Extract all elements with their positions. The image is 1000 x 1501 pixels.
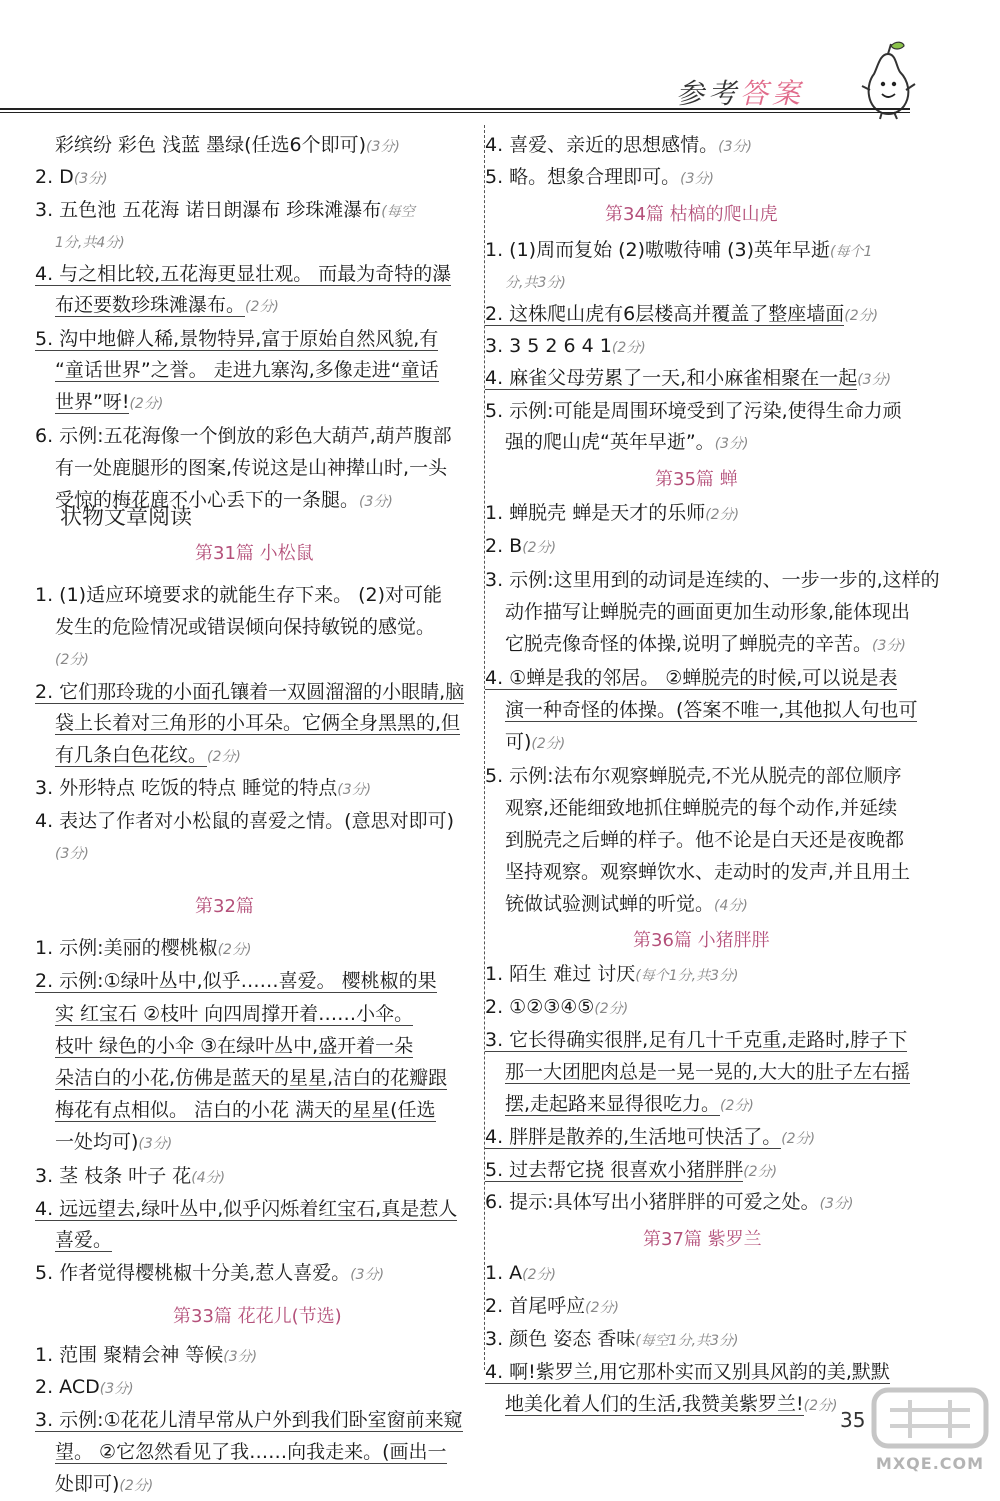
section-heading: 第34篇 枯槁的爬山虎	[605, 204, 778, 225]
answer-text: 2. ACD	[35, 1376, 100, 1398]
page-number: 35	[840, 1408, 866, 1432]
points-note: (2分)	[119, 1478, 154, 1494]
answer-line	[485, 363, 891, 395]
answer-line	[55, 1469, 153, 1501]
answer-line	[505, 266, 566, 298]
answer-text: 2. B	[485, 535, 523, 557]
points-note: (每空	[381, 204, 415, 220]
answer-line	[55, 1095, 436, 1125]
answer-text: 地美化着人们的生活,我赞美紫罗兰!	[505, 1393, 804, 1415]
answer-line	[505, 727, 565, 759]
answer-text: 2. 首尾呼应	[485, 1295, 586, 1317]
answer-text: 5. 示例:法布尔观察蝉脱壳,不光从脱壳的部位顺序	[485, 765, 902, 787]
answer-text: 强的爬山虎“英年早逝”。	[505, 431, 715, 453]
points-note: (2分)	[522, 540, 557, 556]
answer-text: 枝叶 绿色的小伞 ③在绿叶丛中,盛开着一朵	[55, 1035, 414, 1057]
answer-line	[35, 1161, 225, 1193]
answer-text: 5. 过去帮它挠 很喜欢小猪胖胖	[485, 1159, 744, 1181]
answer-line	[485, 1122, 815, 1154]
points-note: (2分)	[217, 942, 252, 958]
answer-line	[505, 1089, 754, 1121]
category-heading: 状物文章阅读	[60, 505, 193, 530]
answer-text: 1. A	[485, 1262, 523, 1284]
answer-text: 2. ①②③④⑤	[485, 996, 595, 1018]
answer-text: 5. 作者觉得樱桃椒十分美,惹人喜爱。	[35, 1262, 351, 1284]
answer-line	[485, 992, 628, 1024]
page-header	[0, 0, 1000, 125]
answer-text: 它脱壳像奇怪的体操,说明了蝉脱壳的辛苦。	[505, 633, 873, 655]
answer-line	[485, 1187, 853, 1219]
answer-text: 铳做试验测试蝉的听觉。	[505, 893, 715, 915]
answer-text: 4. 与之相比较,五花海更显壮观。 而最为奇特的瀑	[35, 263, 452, 285]
answer-line	[55, 453, 447, 483]
answer-text: 3. 颜色 姿态 香味	[485, 1328, 636, 1350]
answer-text: 2. 这株爬山虎有6层楼高并覆盖了整座墙面	[485, 303, 845, 325]
answer-line	[35, 195, 415, 227]
points-note: (2分)	[611, 340, 646, 356]
points-note: (每个1	[830, 244, 873, 260]
points-note: (2分)	[522, 1267, 557, 1283]
points-note: (3分)	[55, 846, 89, 862]
answer-line	[55, 612, 435, 642]
answer-line	[485, 235, 872, 267]
answer-text: 1. 范围 聚精会神 等候	[35, 1344, 224, 1366]
answer-line	[505, 857, 910, 887]
answer-line	[35, 773, 371, 805]
answer-text: 1. (1)适应环境要求的就能生存下来。 (2)对可能	[35, 584, 443, 606]
answer-line	[55, 387, 163, 419]
points-note: (3分)	[872, 638, 906, 654]
points-note: (3分)	[819, 1196, 854, 1212]
points-note: (2分)	[743, 1164, 778, 1180]
answer-text: 可)	[505, 731, 532, 753]
answer-text: 世界”呀!	[55, 391, 130, 413]
points-note: (2分)	[781, 1131, 816, 1147]
answer-line	[485, 761, 902, 791]
answer-line	[55, 290, 279, 322]
points-note: (2分)	[844, 308, 879, 324]
answer-text: 喜爱。	[55, 1229, 113, 1251]
answer-line	[55, 837, 89, 869]
answer-line	[55, 1031, 413, 1061]
answer-text: 3. 示例:这里用到的动词是连续的、一步一步的,这样的	[485, 569, 940, 591]
points-note: (2分)	[129, 396, 164, 412]
answer-text: 坚持观察。观察蝉饮水、走动时的发声,并且用土	[505, 861, 911, 883]
answer-line	[485, 663, 897, 693]
points-note: (2分)	[55, 652, 89, 668]
answer-line	[505, 1389, 838, 1421]
header-rule-thin	[0, 112, 910, 113]
points-note: (4分)	[714, 898, 748, 914]
answer-line	[35, 806, 454, 836]
answer-text: 袋上长着对三角形的小耳朵。它俩全身黑黑的,但	[55, 712, 461, 734]
answer-line	[55, 130, 400, 162]
answer-text: 4. 表达了作者对小松鼠的喜爱之情。(意思对即可)	[35, 810, 454, 832]
answer-text: 朵洁白的小花,仿佛是蓝天的星星,洁白的花瓣跟	[55, 1067, 448, 1089]
answer-text: 6. 示例:五花海像一个倒放的彩色大葫芦,葫芦腹部	[35, 425, 452, 447]
answer-line	[55, 1437, 447, 1467]
answer-text: 3. 示例:①花花儿清早常从户外到我们卧室窗前来窥	[35, 1409, 463, 1431]
answer-text: 1. 陌生 难过 讨厌	[485, 963, 636, 985]
answer-line	[35, 1194, 457, 1224]
answer-text: 2. 示例:①绿叶丛中,似乎……喜爱。 樱桃椒的果	[35, 970, 437, 992]
watermark-text: MXQE.COM	[875, 1454, 985, 1473]
answer-text: 1. 示例:美丽的樱桃椒	[35, 937, 218, 959]
points-note: (2分)	[207, 749, 241, 765]
answer-text: 2. 它们那玲珑的小面孔镶着一双圆溜溜的小眼睛,脑	[35, 681, 465, 703]
answer-line	[55, 1127, 172, 1159]
answer-line	[35, 933, 251, 965]
answer-line	[35, 1372, 134, 1404]
answer-text: 4. 麻雀父母劳累了一天,和小麻雀相聚在一起	[485, 367, 858, 389]
answer-text: 4. 胖胖是散养的,生活地可快活了。	[485, 1126, 782, 1148]
points-note: (3分)	[714, 436, 749, 452]
points-note: (3分)	[350, 1267, 385, 1283]
answer-text: 5. 略。想象合理即可。	[485, 166, 681, 188]
answer-text: “童话世界”之誉。 走进九寨沟,多像走进“童话	[55, 359, 439, 381]
section-heading: 第36篇 小猪胖胖	[633, 930, 770, 951]
answer-text: 4. 啊!紫罗兰,用它那朴实而又别具风韵的美,默默	[485, 1361, 890, 1383]
answer-text: 有一处鹿腿形的图案,传说这是山神撵山时,一头	[55, 457, 448, 479]
section-heading: 第35篇 蝉	[655, 469, 738, 490]
answer-line	[505, 597, 910, 627]
answer-line	[485, 959, 738, 991]
section-heading: 第33篇 花花儿(节选)	[173, 1306, 342, 1327]
points-note: (3分)	[359, 494, 393, 510]
answer-line	[55, 740, 241, 772]
answer-text: 5. 沟中地僻人稀,景物特异,富于原始自然风貌,有	[35, 328, 439, 350]
points-note: (2分)	[594, 1001, 629, 1017]
section-heading: 第31篇 小松鼠	[195, 543, 314, 564]
answer-line	[55, 643, 89, 675]
answer-line	[505, 629, 906, 661]
header-title	[676, 72, 804, 112]
answer-text: 5. 示例:可能是周围环境受到了污染,使得生命力顽	[485, 400, 902, 422]
answer-line	[35, 162, 108, 194]
points-note: (2分)	[705, 507, 740, 523]
header-title-part2: 答案	[740, 77, 805, 110]
answer-text: 3. 茎 枝条 叶子 花	[35, 1165, 192, 1187]
answer-text: 实 红宝石 ②枝叶 向四周撑开着……小伞。	[55, 1003, 414, 1025]
answer-text: 1. (1)周而复始 (2)嗷嗷待哺 (3)英年早逝	[485, 239, 830, 261]
watermark-logo	[870, 1382, 990, 1477]
answer-line	[55, 999, 413, 1029]
points-note: (2分)	[245, 299, 279, 315]
answer-line	[485, 1324, 738, 1356]
answer-line	[55, 355, 439, 385]
points-note: (3分)	[857, 372, 892, 388]
answer-line	[35, 580, 442, 610]
answer-text: 6. 提示:具体写出小猪胖胖的可爱之处。	[485, 1191, 820, 1213]
answer-line	[35, 1340, 257, 1372]
answer-line	[485, 162, 714, 194]
points-note: 分,共3分)	[505, 275, 566, 291]
points-note: (3分)	[680, 171, 715, 187]
answer-text: 3. 3 5 2 6 4 1	[485, 335, 612, 357]
section-heading: 第37篇 紫罗兰	[643, 1229, 762, 1250]
answer-line	[485, 531, 556, 563]
answer-text: 2. D	[35, 166, 74, 188]
answer-line	[55, 1063, 447, 1093]
answer-text: 观察,还能细致地抓住蝉脱壳的每个动作,并延续	[505, 797, 898, 819]
answer-text: 3. 外形特点 吃饭的特点 睡觉的特点	[35, 777, 338, 799]
answer-text: 彩缤纷 彩色 浅蓝 墨绿(任选6个即可)	[55, 134, 367, 156]
points-note: (3分)	[138, 1136, 173, 1152]
points-note: (3分)	[223, 1349, 258, 1365]
answer-line	[485, 1025, 907, 1055]
points-note: (3分)	[99, 1381, 134, 1397]
answer-line	[485, 130, 752, 162]
answer-text: 那一大团肥肉总是一晃一晃的,大大的肚子左右摇	[505, 1061, 911, 1083]
points-note: (2分)	[720, 1098, 754, 1114]
answer-line	[35, 259, 451, 289]
answer-line	[505, 695, 917, 725]
answer-line	[35, 677, 464, 707]
points-note: (3分)	[73, 171, 108, 187]
answer-text: 动作描写让蝉脱壳的画面更加生动形象,能体现出	[505, 601, 911, 623]
answer-line	[485, 331, 646, 363]
answer-line	[35, 421, 452, 451]
answer-text: 3. 五色池 五花海 诺日朗瀑布 珍珠滩瀑布	[35, 199, 382, 221]
answer-line	[485, 565, 940, 595]
answer-line	[505, 793, 897, 823]
section-heading: 第32篇	[195, 896, 254, 917]
answer-text: 演一种奇怪的体操。(答案不唯一,其他拟人句也可	[505, 699, 918, 721]
answer-text: 梅花有点相似。 洁白的小花 满天的星星(任选	[55, 1099, 436, 1121]
answer-line	[35, 1405, 463, 1435]
points-note: (3分)	[366, 139, 400, 155]
answer-line	[485, 1291, 619, 1323]
answer-text: 一处均可)	[55, 1131, 139, 1153]
answer-line	[485, 299, 878, 331]
points-note: (2分)	[531, 736, 566, 752]
points-note: (2分)	[585, 1300, 620, 1316]
points-note: (3分)	[718, 139, 753, 155]
answer-line	[35, 966, 437, 996]
answer-line	[505, 1057, 910, 1087]
header-rule	[0, 108, 910, 110]
points-note: (每空1分,共3分)	[635, 1333, 739, 1349]
answer-line	[485, 1258, 556, 1290]
answer-line	[505, 427, 749, 459]
watermark-stamp-icon	[870, 1382, 990, 1454]
points-note: (每个1分,共3分)	[635, 968, 739, 984]
header-title-part1: 参考	[676, 77, 741, 110]
answer-line	[505, 825, 904, 855]
answer-line	[35, 1258, 384, 1290]
answer-line	[485, 498, 739, 530]
answer-text: 望。 ②它忽然看见了我……向我走来。(画出一	[55, 1441, 447, 1463]
answer-text: 摆,走起路来显得很吃力。	[505, 1093, 721, 1115]
points-note: 1分,共4分)	[55, 235, 125, 251]
answer-line	[485, 1357, 890, 1387]
points-note: (4分)	[191, 1170, 226, 1186]
points-note: (2分)	[803, 1398, 838, 1414]
answer-line	[505, 889, 748, 921]
answer-line	[485, 396, 902, 426]
answer-text: 到脱壳之后蝉的样子。他不论是白天还是夜晚都	[505, 829, 905, 851]
answer-text: 4. 远远望去,绿叶丛中,似乎闪烁着红宝石,真是惹人	[35, 1198, 458, 1220]
answer-line	[485, 1155, 777, 1187]
answer-text: 有几条白色花纹。	[55, 744, 208, 766]
answer-text: 4. 喜爱、亲近的思想感情。	[485, 134, 719, 156]
answer-line	[55, 226, 125, 258]
answer-text: 布还要数珍珠滩瀑布。	[55, 294, 246, 316]
answer-line	[55, 1225, 112, 1255]
answer-text: 发生的危险情况或错误倾向保持敏锐的感觉。	[55, 616, 436, 638]
answer-line	[35, 324, 438, 354]
answer-text: 3. 它长得确实很胖,足有几十千克重,走路时,脖子下	[485, 1029, 908, 1051]
answer-text: 4. ①蝉是我的邻居。 ②蝉脱壳的时候,可以说是表	[485, 667, 898, 689]
answer-line	[55, 708, 460, 738]
answer-text: 处即可)	[55, 1473, 120, 1495]
answer-text: 1. 蝉脱壳 蝉是天才的乐师	[485, 502, 706, 524]
points-note: (3分)	[337, 782, 372, 798]
answer-text: 受惊的梅花鹿不小心丢下的一条腿。	[55, 489, 360, 511]
